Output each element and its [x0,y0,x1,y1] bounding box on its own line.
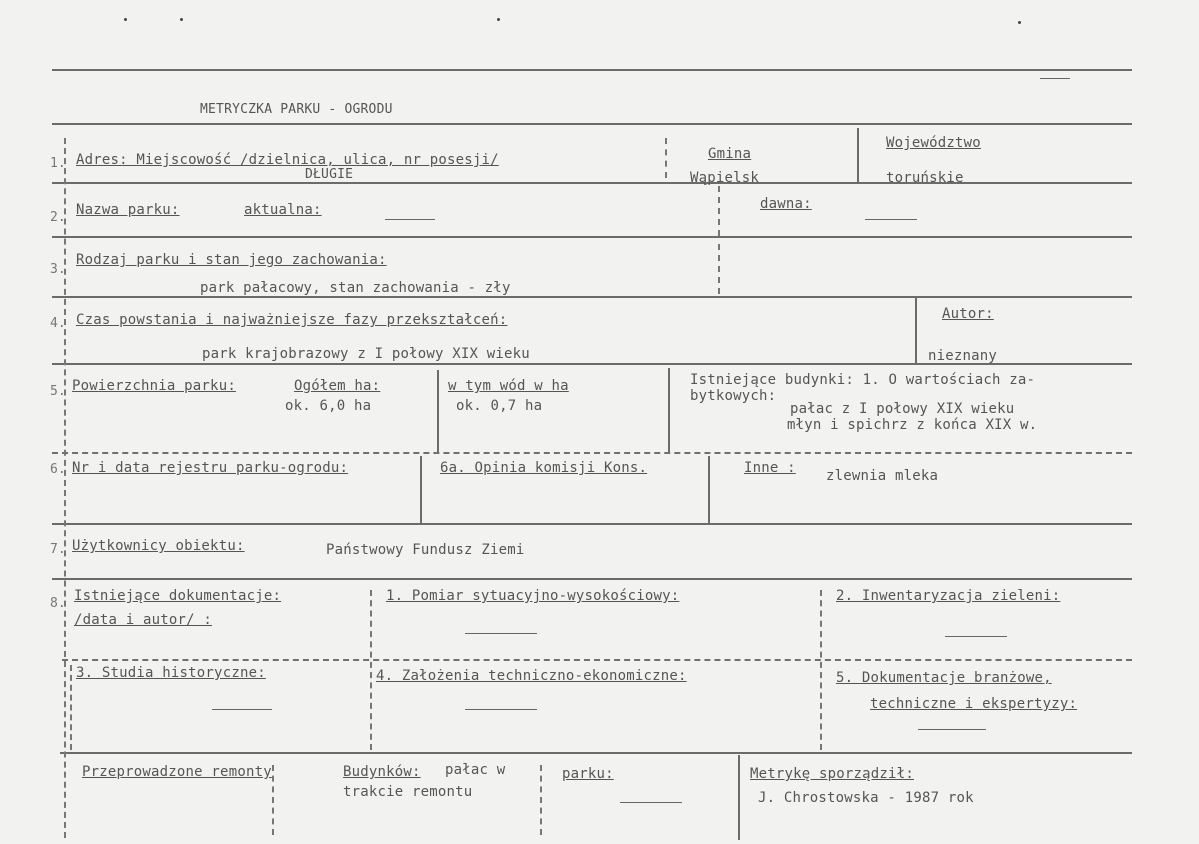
users-value: Państwowy Fundusz Ziemi [326,542,525,558]
area-label: Powierzchnia parku: [72,378,236,394]
doc-branch-blank [918,729,986,730]
dot-mark [497,18,500,21]
rule [52,523,1132,525]
rule [52,578,1132,580]
row-number: 2. [50,210,66,225]
renovation-buildings-label: Budynków: [343,764,421,780]
creation-time-label: Czas powstania i najważniejsze fazy przekształceń: [76,312,508,328]
park-name-label: Nazwa parku: [76,202,180,218]
rule-vertical [665,138,667,178]
documentation-label: Istniejące dokumentacje: [74,588,282,604]
voivodeship-value: toruńskie [886,170,964,186]
register-label: Nr i data rejestru parku-ogrodu: [72,460,349,476]
former-name-blank [865,219,917,220]
other-value: zlewnia mleka [826,468,939,484]
buildings-value-2: młyn i spichrz z końca XIX w. [787,417,1038,433]
renovation-buildings-value-2: trakcie remontu [343,784,473,800]
row-number: 4. [50,316,66,331]
dot-mark [180,18,183,21]
rule [52,182,1132,184]
rule-vertical [718,186,720,236]
row-number: 3. [50,262,66,277]
rule-vertical [915,296,917,363]
rule-vertical [668,368,670,452]
dot-mark [1018,21,1021,24]
doc-technical-label: 4. Założenia techniczno-ekonomiczne: [376,668,687,684]
row-number: 1. [50,156,66,171]
former-name-label: dawna: [760,196,812,212]
voivodeship-label: Województwo [886,135,981,151]
row-number: 6. [50,462,66,477]
doc-greenery-blank [945,636,1007,637]
author-label: Autor: [942,306,994,322]
rule-vertical [64,138,66,838]
row-number: 7. [50,542,66,557]
buildings-value-1: pałac z I połowy XIX wieku [790,401,1015,417]
row-number: 5. [50,384,66,399]
park-type-value: park pałacowy, stan zachowania - zły [200,280,511,296]
rule-vertical [718,244,720,294]
doc-branch-label-cont: techniczne i ekspertyzy: [870,696,1078,712]
rule [52,236,1132,238]
total-area-label: Ogółem ha: [294,378,381,394]
doc-technical-blank [465,709,537,710]
renovation-buildings-value-1: pałac w [445,762,506,778]
rule-vertical [70,665,72,750]
documentation-sublabel: /data i autor/ : [74,612,213,628]
opinion-label: 6a. Opinia komisji Kons. [440,460,648,476]
rule [52,123,1132,125]
rule-vertical [540,765,542,835]
creation-time-value: park krajobrazowy z I połowy XIX wieku [202,346,530,362]
rule-vertical [370,590,372,750]
other-label: Inne : [744,460,796,476]
address-label: Adres: Miejscowość /dzielnica, ulica, nr posesji/ [76,152,499,168]
users-label: Użytkownicy obiektu: [72,538,245,554]
rule [52,296,1132,298]
current-name-blank [385,219,435,220]
rule-vertical [857,128,859,182]
renovation-park-label: parku: [562,766,614,782]
water-area-value: ok. 0,7 ha [456,398,543,414]
buildings-label: Istniejące budynki: 1. O wartościach za- [690,372,1036,388]
doc-survey-blank [465,633,537,634]
water-area-label: w tym wód w ha [448,378,569,394]
park-type-label: Rodzaj parku i stan jego zachowania: [76,252,387,268]
address-value: DŁUGIE [305,167,354,182]
rule-vertical [820,590,822,750]
header-rule [1040,78,1070,79]
doc-branch-label: 5. Dokumentacje branżowe, [836,670,1052,686]
rule-vertical [437,370,439,452]
rule-vertical [420,456,422,523]
author-value: nieznany [928,348,998,364]
dot-mark [124,18,127,21]
row-number: 8. [50,596,66,611]
prepared-by-value: J. Chrostowska - 1987 rok [758,790,974,806]
gmina-label: Gmina [708,146,752,162]
doc-greenery-label: 2. Inwentaryzacja zieleni: [836,588,1061,604]
rule [52,69,1132,71]
renovation-park-blank [620,802,682,803]
rule [60,752,1132,754]
form-title: METRYCZKA PARKU - OGRODU [200,102,393,117]
doc-survey-label: 1. Pomiar sytuacyjno-wysokościowy: [386,588,680,604]
doc-history-blank [212,709,272,710]
rule-vertical [708,456,710,523]
rule-dashed [62,659,1132,661]
rule-vertical [272,765,274,835]
total-area-value: ok. 6,0 ha [285,398,372,414]
rule-vertical [738,755,740,840]
current-name-label: aktualna: [244,202,322,218]
rule-dashed [52,452,1132,454]
gmina-value: Wąpielsk [690,170,760,186]
doc-history-label: 3. Studia historyczne: [76,665,266,681]
renovations-label: Przeprowadzone remonty [82,764,272,780]
buildings-label-cont: bytkowych: [690,388,777,404]
prepared-by-label: Metrykę sporządził: [750,766,914,782]
